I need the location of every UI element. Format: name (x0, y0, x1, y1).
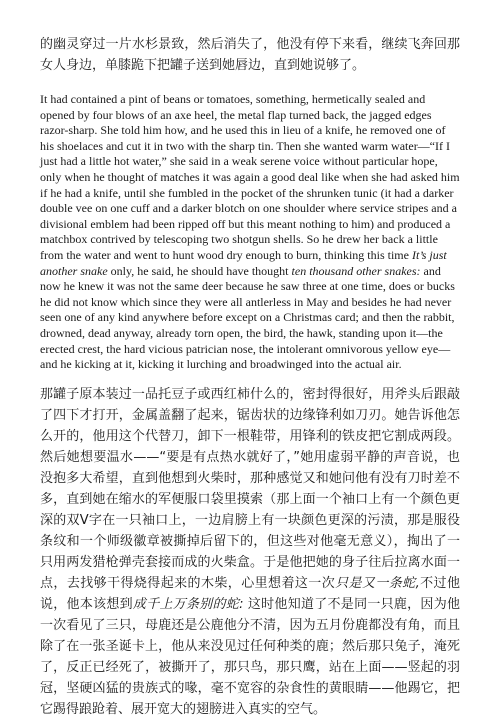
chinese-text-part-2: 不过他说，他本该想到 (40, 575, 460, 612)
chinese-text-part-3: 这时他知道了不是同一只鹿，因为他一次看见了三只，母鹿还是公鹿他分不清，因为五月份鹿都没有角，而且除了在一张圣诞卡上，他从来没见过任何种类的鹿；然后那只兔子，淹死了，反正已经死了，被撕开了，那只鸟，那只鹰，站在上面——竖起的羽冠，坚硬凶猛的贵族式的喙，毫不宽容的杂食性的黄眼睛——他踢它，把它踢得踉跄着、展开宽大的翅膀进入真实的空气。 (40, 596, 460, 717)
english-italic-phrase-1: It’s just another snake (40, 247, 447, 278)
english-paragraph (40, 92, 460, 373)
chinese-italic-phrase-2: 成千上万条别的蛇: (132, 596, 244, 612)
chinese-italic-phrase-1: 只是又一条蛇, (335, 575, 420, 591)
english-italic-phrase-2: ten thousand other snakes: (291, 263, 421, 278)
english-text-part-1: It had contained a pint of beans or tomatoes, something, hermetically sealed and opened by four blows of an axe heel, the metal flap turned back, the jagged edges razor-sharp. She told him how, and he used this in lieu of a knife, he removed one of his shoelaces and cut it in two with the sharp tin. Then she wanted warm water—“If I just had a little hot water,” she said in a weak serene voice without particular hope, only when he thought of matches it was again a good deal like when she had asked him if he had a knife, until she fumbled in the pocket of the shrunken tunic (it had a darker double vee on one cuff and a darker blotch on one shoulder where service stripes and a divisional emblem had been ripped off but this meant nothing to him) and produced a matchbox contrived by telescoping two shotgun shells. So he drew her back a little from the water and went to hunt wood dry enough to burn, thinking this time (40, 92, 460, 262)
chinese-text-part-1: 那罐子原本装过一品托豆子或西红柿什么的，密封得很好，用斧头后跟敲了四下才打开，金属盖翻了起来，锯齿状的边缘锋利如刀刃。她告诉他怎么开的，他用这个代替刀，卸下一根鞋带，用锋利的铁皮把它割成两段。然后她想要温水——“要是有点热水就好了，”她用虚弱平静的声音说，也没抱多大希望，直到他想到火柴时，那种感觉又和她问他有没有刀时差不多，直到她在缩水的军便服口袋里摸索（那上面一个袖口上有一个颜色更深的双V字在一只袖口上，一边肩膀上有一块颜色更深的污渍，那是服役条纹和一个师级徽章被撕掉后留下的，但这些对他毫无意义），掏出了一只用两发猎枪弹壳套接而成的火柴盒。于是他把她的身子往后拉离水面一点，去找够干得烧得起来的木柴，心里想着这一次 (40, 386, 460, 591)
english-text-part-2: only, he said, he should have thought (107, 263, 292, 278)
english-text-part-3: and now he knew it was not the same deer because he saw three at one time, does or bucks he did not know which since they were all antlerless in May and besides he had never seen one of any kind anywhere before except on a Christmas card; and then the rabbit, drowned, dead anyway, already torn open, the bird, the hawk, standing upon it—the erected crest, the hard vicious patrician nose, the intolerant omnivorous yellow eye—and he kicking at it, kicking it lurching and broadwinged into the actual air. (40, 263, 455, 372)
chinese-paragraph-top: 的幽灵穿过一片水杉景致，然后消失了，他没有停下来看，继续飞奔回那女人身边，单膝跪下把罐子送到她唇边，直到她说够了。 (40, 37, 460, 73)
chinese-paragraph-translation (40, 384, 460, 720)
